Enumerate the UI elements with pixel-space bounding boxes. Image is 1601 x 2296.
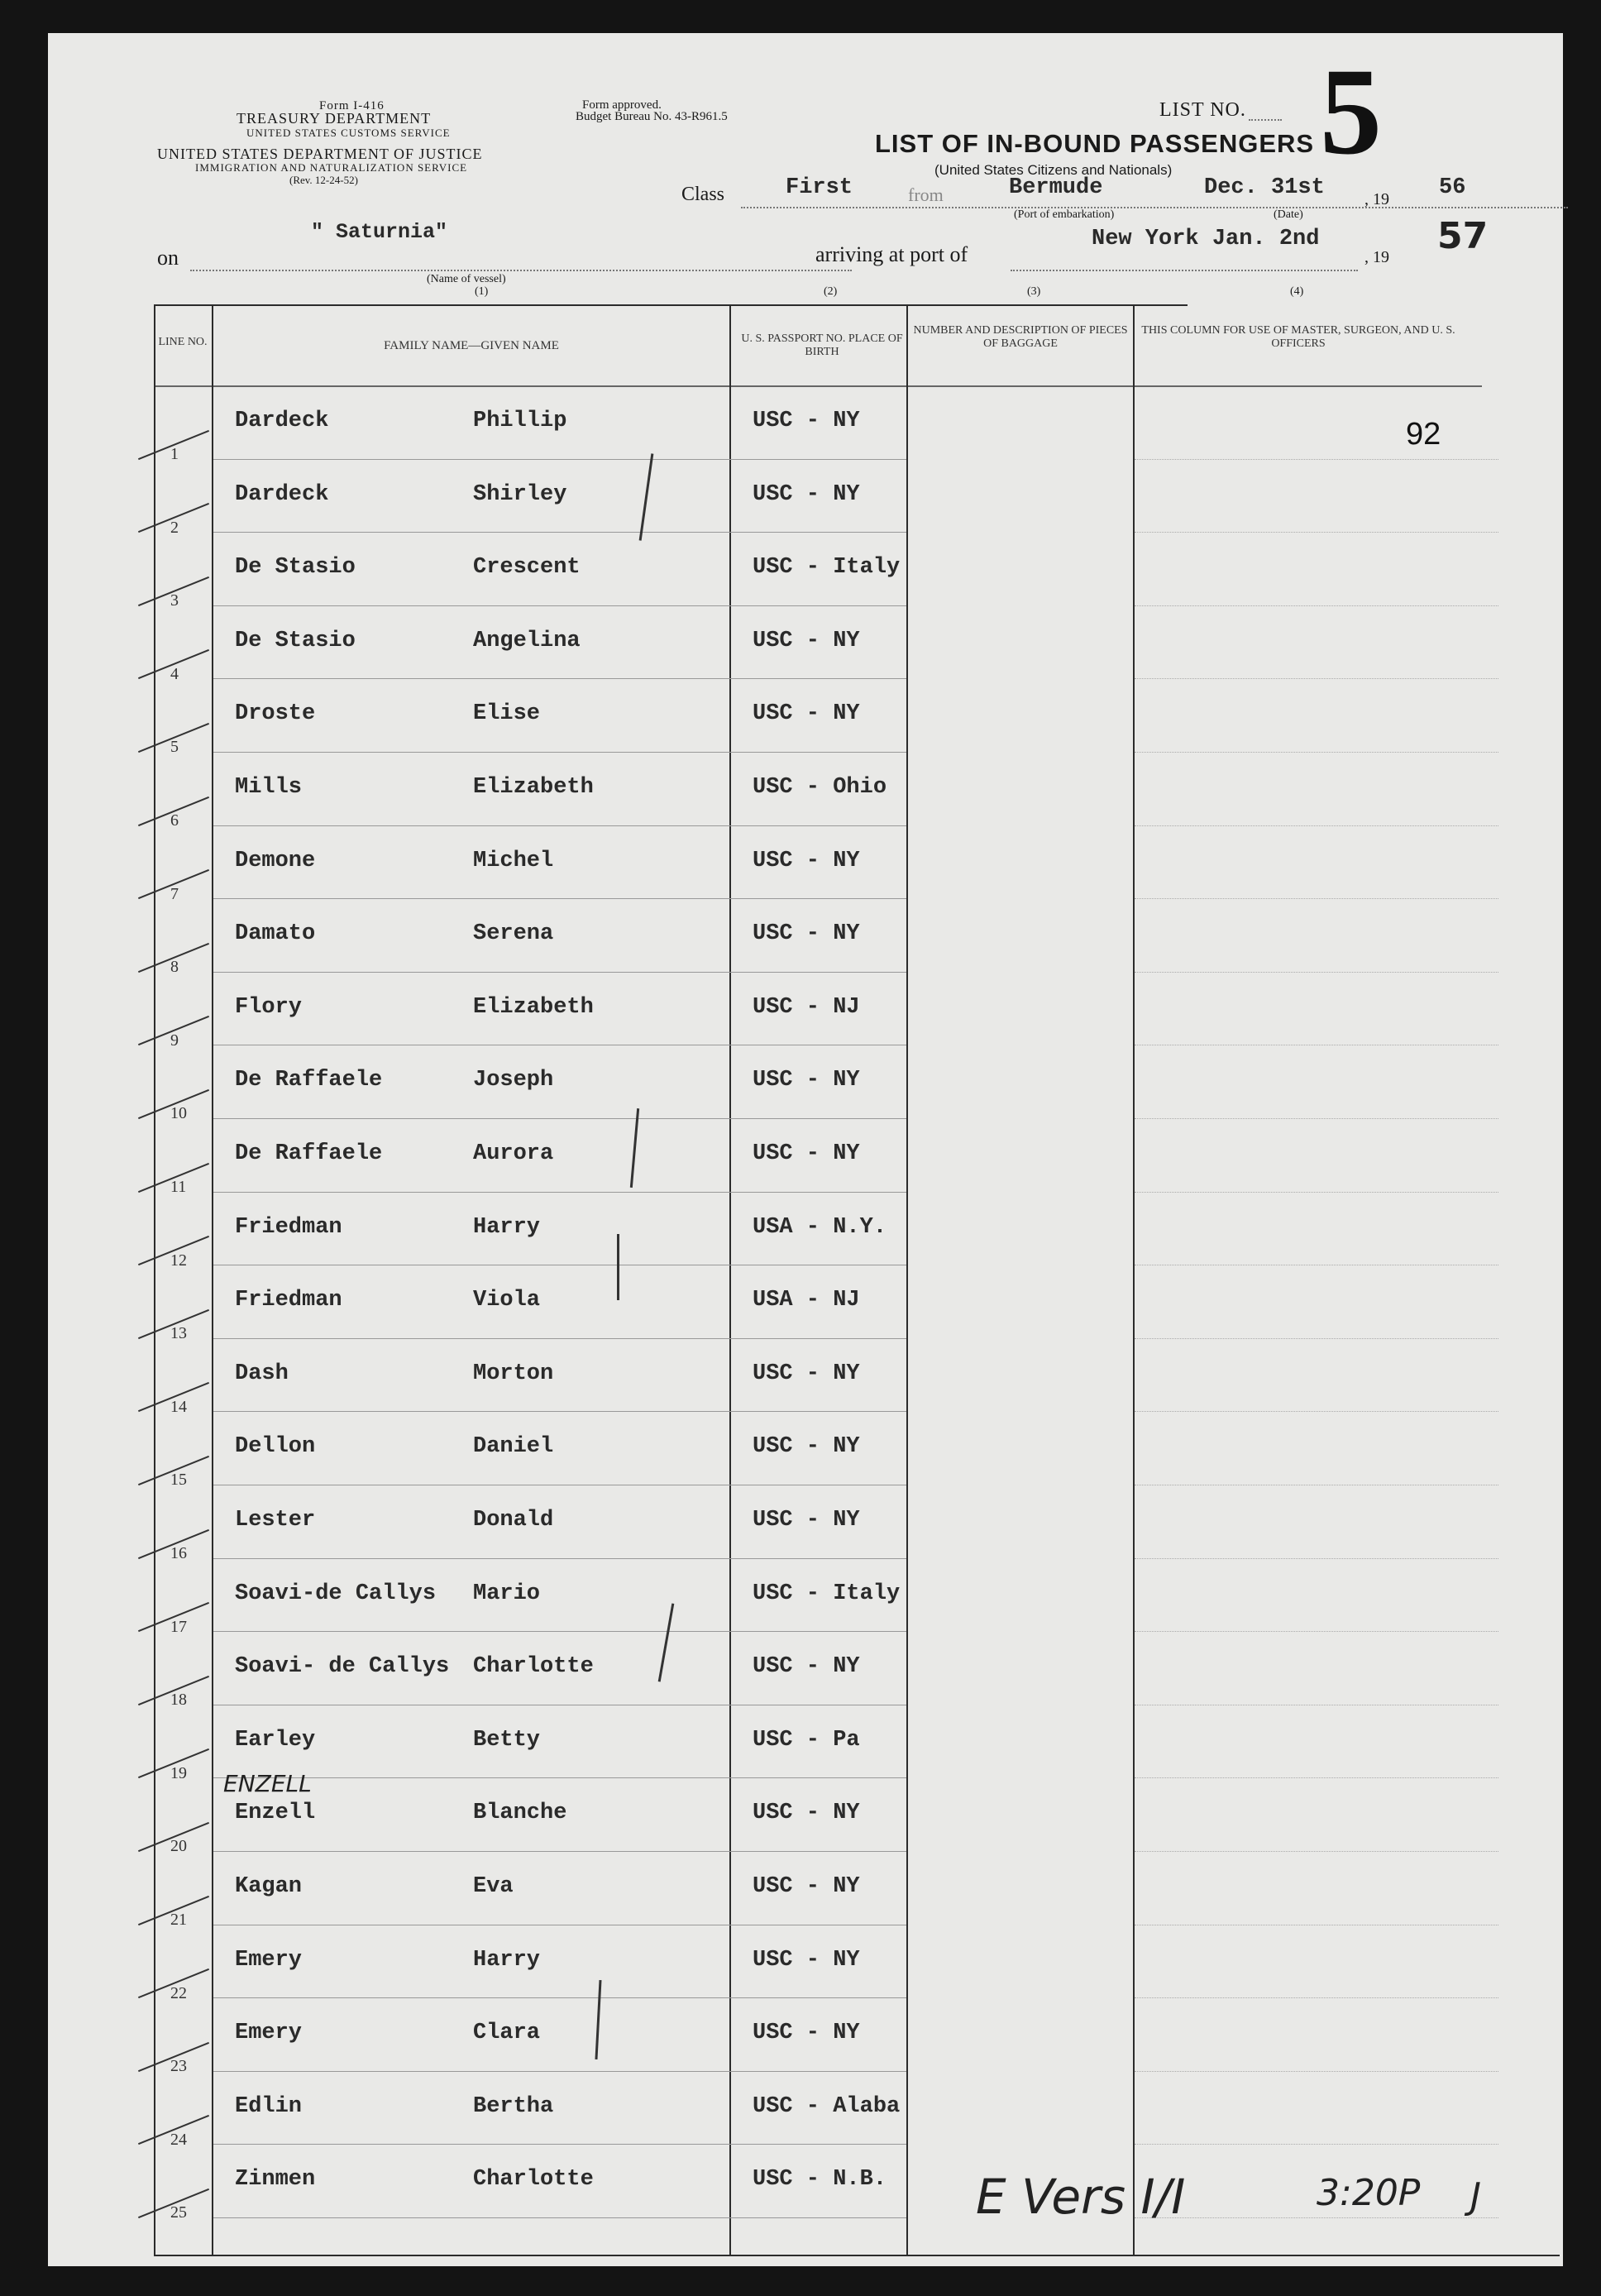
- family-name: Edlin: [235, 2093, 303, 2119]
- given-name: Daniel: [473, 1434, 554, 1460]
- family-name: Enzell: [235, 1801, 316, 1826]
- table-row: [48, 827, 1563, 901]
- table-row: [48, 1633, 1563, 1710]
- passport-birthplace: USC - NY: [753, 409, 860, 433]
- line-number: 10: [170, 1104, 187, 1123]
- departure-year-value: 56: [1439, 175, 1466, 200]
- bottom-inspector-initials: E Vers I/I: [976, 2169, 1186, 2225]
- line-number: 7: [170, 884, 179, 903]
- given-name: Crescent: [473, 555, 581, 581]
- page-title: LIST OF IN-BOUND PASSENGERS: [875, 129, 1315, 158]
- passport-birthplace: USC - NY: [753, 1874, 860, 1899]
- passport-birthplace: USA - N.Y.: [753, 1214, 887, 1240]
- given-name: Clara: [473, 2021, 541, 2046]
- column-num-4: (4): [1290, 285, 1304, 298]
- line-number: 3: [170, 591, 179, 610]
- table-row: [48, 1413, 1563, 1490]
- table-row: [48, 1926, 1563, 2000]
- family-name: Dardeck: [235, 409, 329, 433]
- margin-count: 92: [1406, 417, 1441, 452]
- line-number: 9: [170, 1031, 179, 1050]
- table-row: [48, 680, 1563, 757]
- table-row: [48, 1266, 1563, 1343]
- line-number: 2: [170, 518, 179, 537]
- class-value: First: [786, 175, 853, 200]
- given-name: Serena: [473, 921, 554, 947]
- line-number: 20: [170, 1837, 187, 1856]
- line-number: 11: [170, 1178, 187, 1196]
- table-row: [48, 607, 1563, 681]
- passport-birthplace: USC - NY: [753, 1434, 860, 1460]
- passport-birthplace: USC - NY: [753, 1068, 860, 1093]
- family-name: Lester: [235, 1508, 316, 1533]
- revision-date: (Rev. 12-24-52): [289, 174, 358, 186]
- on-label: on: [157, 246, 179, 270]
- given-name: Bertha: [473, 2093, 554, 2119]
- table-row: [48, 1706, 1563, 1780]
- passport-birthplace: USC - Italy: [753, 1581, 901, 1606]
- header-family-given-name: FAMILY NAME—GIVEN NAME: [384, 339, 559, 352]
- table-row: [48, 1046, 1563, 1123]
- table-row: [48, 2073, 1563, 2149]
- passport-birthplace: USC - NY: [753, 2021, 860, 2046]
- bottom-time: 3:20P: [1317, 2172, 1421, 2214]
- line-number: 25: [170, 2203, 187, 2222]
- family-name: Friedman: [235, 1288, 342, 1313]
- column-num-2: (2): [824, 285, 838, 298]
- port-of-embarkation-value: Bermude: [1009, 175, 1103, 200]
- passport-birthplace: USC - NY: [753, 848, 860, 873]
- table-row: [48, 533, 1563, 610]
- table-row: [48, 1999, 1563, 2076]
- family-name: De Stasio: [235, 628, 356, 653]
- given-name: Eva: [473, 1874, 514, 1899]
- table-row: [48, 900, 1563, 977]
- year-comma-1: , 19: [1364, 190, 1389, 208]
- table-row: [48, 1853, 1563, 1929]
- arriving-label: arriving at port of: [815, 242, 968, 266]
- family-name: Friedman: [235, 1214, 342, 1240]
- line-number: 12: [170, 1251, 187, 1270]
- passport-birthplace: USC - Italy: [753, 555, 901, 581]
- date-caption: (Date): [1274, 208, 1303, 221]
- line-number: 8: [170, 958, 179, 977]
- family-name: Dash: [235, 1361, 289, 1386]
- given-name: Shirley: [473, 481, 567, 507]
- given-name: Harry: [473, 1947, 541, 1973]
- column-num-3: (3): [1027, 285, 1041, 298]
- passport-birthplace: USC - NY: [753, 1141, 860, 1166]
- vessel-caption: (Name of vessel): [427, 273, 506, 285]
- header-officers-column: THIS COLUMN FOR USE OF MASTER, SURGEON, AND U. S. OFFICERS: [1141, 324, 1455, 350]
- family-name: De Stasio: [235, 555, 356, 581]
- departure-date-value: Dec. 31st: [1204, 175, 1325, 200]
- given-name: Elizabeth: [473, 994, 594, 1020]
- line-number: 18: [170, 1691, 187, 1710]
- immigration-service: IMMIGRATION AND NATURALIZATION SERVICE: [195, 161, 468, 174]
- family-name: Soavi-de Callys: [235, 1581, 437, 1606]
- passport-birthplace: USC - NY: [753, 628, 860, 653]
- line-number: 24: [170, 2130, 187, 2149]
- given-name: Mario: [473, 1581, 541, 1606]
- table-row: [48, 1193, 1563, 1270]
- passport-birthplace: USC - N.B.: [753, 2167, 887, 2193]
- given-name: Morton: [473, 1361, 554, 1386]
- title-subtitle: (United States Citizens and Nationals): [934, 162, 1173, 178]
- table-row: [48, 753, 1563, 830]
- family-name: Flory: [235, 994, 303, 1020]
- year-comma-2: , 19: [1364, 248, 1389, 266]
- given-name: Angelina: [473, 628, 581, 653]
- from-label: from: [908, 184, 944, 205]
- family-name: Soavi- de Callys: [235, 1654, 450, 1680]
- form-approved: Form approved.: [582, 98, 662, 112]
- passport-birthplace: USA - NJ: [753, 1288, 860, 1313]
- class-label: Class: [681, 184, 725, 205]
- family-name: Demone: [235, 848, 316, 873]
- line-number: 19: [170, 1763, 187, 1782]
- handwritten-correction: ENZELL: [223, 1770, 312, 1797]
- passport-birthplace: USC - Pa: [753, 1727, 860, 1753]
- passport-birthplace: USC - NY: [753, 921, 860, 947]
- family-name: Emery: [235, 1947, 303, 1973]
- arrival-value: New York Jan. 2nd: [1092, 227, 1320, 251]
- passport-birthplace: USC - Ohio: [753, 775, 887, 800]
- family-name: De Raffaele: [235, 1068, 383, 1093]
- passport-birthplace: USC - NY: [753, 1947, 860, 1973]
- family-name: De Raffaele: [235, 1141, 383, 1166]
- line-number: 1: [170, 445, 179, 463]
- table-row: [48, 387, 1563, 461]
- family-name: Damato: [235, 921, 316, 947]
- passport-birthplace: USC - NY: [753, 481, 860, 507]
- family-name: Emery: [235, 2021, 303, 2046]
- embarkation-caption: (Port of embarkation): [1014, 208, 1115, 221]
- given-name: Donald: [473, 1508, 554, 1533]
- line-number: 22: [170, 1983, 187, 2002]
- given-name: Charlotte: [473, 2167, 594, 2193]
- list-no-label: LIST NO.: [1159, 99, 1246, 121]
- passport-birthplace: USC - NY: [753, 1654, 860, 1680]
- given-name: Blanche: [473, 1801, 567, 1826]
- table-row: [48, 461, 1563, 537]
- passport-birthplace: USC - NJ: [753, 994, 860, 1020]
- line-number: 15: [170, 1471, 187, 1490]
- line-number: 16: [170, 1544, 187, 1562]
- table-row: [48, 1486, 1563, 1560]
- given-name: Elizabeth: [473, 775, 594, 800]
- arrival-year-handwritten: 57: [1437, 215, 1489, 257]
- given-name: Aurora: [473, 1141, 554, 1166]
- family-name: Kagan: [235, 1874, 303, 1899]
- passport-birthplace: USC - Alaba: [753, 2093, 901, 2119]
- family-name: Dardeck: [235, 481, 329, 507]
- form-number: Form I-416: [319, 99, 385, 112]
- given-name: Michel: [473, 848, 554, 873]
- bracket-mark-3: [617, 1234, 619, 1300]
- budget-bureau: Budget Bureau No. 43-R961.5: [576, 110, 728, 123]
- passport-birthplace: USC - NY: [753, 1508, 860, 1533]
- table-row: [48, 1560, 1563, 1634]
- list-number: 5: [1320, 43, 1382, 180]
- customs-service: UNITED STATES CUSTOMS SERVICE: [246, 127, 451, 139]
- passport-birthplace: USC - NY: [753, 1801, 860, 1826]
- given-name: Betty: [473, 1727, 541, 1753]
- passport-birthplace: USC - NY: [753, 1361, 860, 1386]
- table-row: [48, 1120, 1563, 1196]
- table-row: [48, 1340, 1563, 1416]
- given-name: Joseph: [473, 1068, 554, 1093]
- family-name: Dellon: [235, 1434, 316, 1460]
- given-name: Phillip: [473, 409, 567, 433]
- header-baggage: NUMBER AND DESCRIPTION OF PIECES OF BAGGAGE: [913, 324, 1128, 350]
- line-number: 14: [170, 1397, 187, 1416]
- family-name: Droste: [235, 701, 316, 727]
- given-name: Elise: [473, 701, 541, 727]
- given-name: Charlotte: [473, 1654, 594, 1680]
- line-number: 6: [170, 811, 179, 830]
- column-num-1: (1): [475, 285, 489, 298]
- passport-birthplace: USC - NY: [753, 701, 860, 727]
- given-name: Viola: [473, 1288, 541, 1313]
- line-number: 23: [170, 2057, 187, 2076]
- bottom-mark: J: [1470, 2175, 1481, 2217]
- line-number: 17: [170, 1617, 187, 1636]
- vessel-name-value: " Saturnia": [311, 220, 448, 244]
- given-name: Harry: [473, 1214, 541, 1240]
- line-number: 21: [170, 1911, 187, 1929]
- header-passport-birthplace: U. S. PASSPORT NO. PLACE OF BIRTH: [741, 332, 903, 358]
- family-name: Mills: [235, 775, 303, 800]
- family-name: Zinmen: [235, 2167, 316, 2193]
- treasury-department: TREASURY DEPARTMENT: [237, 110, 432, 127]
- family-name: Earley: [235, 1727, 316, 1753]
- manifest-sheet: [48, 33, 1563, 2266]
- line-number: 5: [170, 738, 179, 757]
- table-row: [48, 973, 1563, 1050]
- header-line-no: LINE NO.: [158, 336, 208, 348]
- line-number: 13: [170, 1324, 187, 1343]
- line-number: 4: [170, 664, 179, 683]
- department-of-justice: UNITED STATES DEPARTMENT OF JUSTICE: [157, 146, 483, 162]
